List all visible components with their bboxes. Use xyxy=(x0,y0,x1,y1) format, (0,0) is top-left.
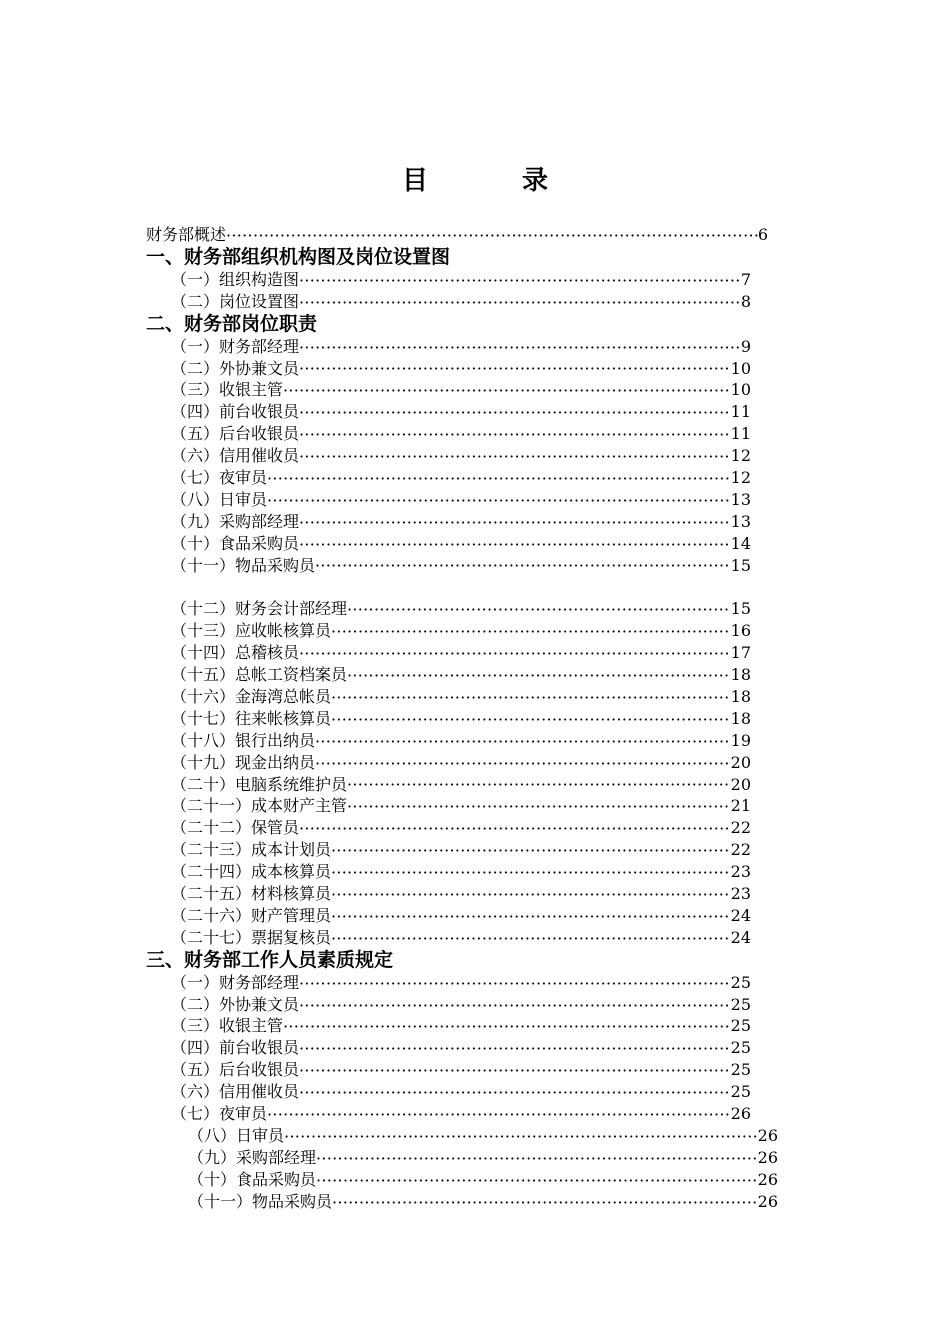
toc-entry-label: （一）财务部经理 xyxy=(171,336,300,356)
toc-entry[interactable] xyxy=(171,379,751,401)
toc-page-number: 20 xyxy=(730,752,751,772)
dot-leader xyxy=(284,1126,758,1147)
toc-page-number: 15 xyxy=(730,599,751,619)
toc-page-number: 25 xyxy=(730,1016,751,1036)
toc-entry[interactable] xyxy=(171,752,751,774)
toc-page-number: 16 xyxy=(730,621,751,641)
toc-entry-label: （九）采购部经理 xyxy=(188,1147,317,1167)
toc-page-number: 25 xyxy=(730,1082,751,1102)
dot-leader xyxy=(299,643,731,664)
dot-leader xyxy=(267,1104,731,1125)
dot-leader xyxy=(331,687,731,708)
toc-page-number: 17 xyxy=(730,643,751,663)
toc-entry-label: （二十四）成本核算员 xyxy=(171,862,332,882)
toc-entry-label: （一）组织构造图 xyxy=(171,269,300,289)
page-title: 目 录 xyxy=(401,166,582,196)
toc-page-number: 19 xyxy=(730,730,751,750)
toc-entry[interactable] xyxy=(171,336,751,358)
toc-page-number: 22 xyxy=(730,840,751,860)
toc-entry[interactable] xyxy=(171,291,751,313)
toc-page-number: 18 xyxy=(730,708,751,728)
toc-entry-label: （十一）物品采购员 xyxy=(188,1191,333,1211)
dot-leader xyxy=(299,292,741,313)
toc-entry-label: （三）收银主管 xyxy=(171,380,284,400)
dot-leader xyxy=(347,796,731,817)
toc-entry-label: （十八）银行出纳员 xyxy=(171,730,316,750)
toc-entry[interactable] xyxy=(171,686,751,708)
toc-page-number: 12 xyxy=(730,468,751,487)
toc-entry[interactable] xyxy=(171,664,751,686)
toc-heading-label: 三、财务部工作人员素质规定 xyxy=(146,948,394,971)
toc-entry[interactable] xyxy=(171,620,751,642)
toc-entry-label: （十五）总帐工资档案员 xyxy=(171,665,348,685)
toc-entry-label: （二）岗位设置图 xyxy=(171,291,300,311)
toc-entry[interactable] xyxy=(171,730,751,752)
toc-entry-label: （十）食品采购员 xyxy=(188,1169,317,1189)
dot-leader xyxy=(299,512,731,533)
toc-entry-label: （二十六）财产管理员 xyxy=(171,905,332,925)
toc-page-number: 10 xyxy=(730,358,751,378)
toc-page-number: 20 xyxy=(730,774,751,794)
toc-page-number: 9 xyxy=(740,336,751,356)
dot-leader xyxy=(283,380,731,401)
dot-leader xyxy=(299,424,731,445)
toc-section-heading[interactable] xyxy=(146,313,768,336)
dot-leader xyxy=(299,446,731,467)
toc-entry-label: （二十二）保管员 xyxy=(171,818,300,838)
dot-leader xyxy=(331,884,731,905)
toc-entry[interactable] xyxy=(171,774,751,796)
toc-entry-label: （二十三）成本计划员 xyxy=(171,840,332,860)
toc-page-number: 15 xyxy=(730,555,751,575)
dot-leader xyxy=(299,1082,731,1103)
toc-page-number: 26 xyxy=(757,1191,778,1211)
dot-leader xyxy=(299,973,731,994)
toc-entry[interactable] xyxy=(171,555,751,577)
toc-entry-label: （二）外协兼文员 xyxy=(171,994,300,1014)
toc-page-number: 26 xyxy=(757,1125,778,1145)
toc-entry[interactable] xyxy=(171,972,751,994)
toc-page-number: 26 xyxy=(757,1169,778,1189)
dot-leader xyxy=(299,270,741,291)
dot-leader xyxy=(331,906,731,927)
toc-entry-label: （五）后台收银员 xyxy=(171,424,300,444)
toc-heading-label: 一、财务部组织机构图及岗位设置图 xyxy=(146,245,451,268)
toc-entry[interactable] xyxy=(188,1191,778,1213)
toc-entry[interactable] xyxy=(171,1037,751,1059)
toc-entry-label: （八）日审员 xyxy=(171,489,268,509)
toc-page-number: 26 xyxy=(730,1104,751,1124)
toc-entry-label: （七）夜审员 xyxy=(171,468,268,487)
toc-entry-label: （五）后台收银员 xyxy=(171,1060,300,1080)
toc-page-number: 21 xyxy=(730,796,751,816)
toc-entry[interactable] xyxy=(171,1016,751,1038)
toc-page-number: 25 xyxy=(730,972,751,992)
toc-entry[interactable] xyxy=(171,1059,751,1081)
toc-entry-label: （二十）电脑系统维护员 xyxy=(171,774,348,794)
dot-leader xyxy=(316,1148,758,1169)
toc-entry-label: （六）信用催收员 xyxy=(171,446,300,466)
toc-page-number: 24 xyxy=(730,905,751,925)
toc-section-heading[interactable] xyxy=(146,949,768,972)
table-of-contents xyxy=(0,224,950,1213)
toc-entry-label: （十九）现金出纳员 xyxy=(171,752,316,772)
toc-entry[interactable] xyxy=(171,883,751,905)
toc-entry[interactable] xyxy=(171,795,751,817)
dot-leader xyxy=(299,358,731,379)
toc-entry-label: （十）食品采购员 xyxy=(171,533,300,553)
toc-entry-label: （二十七）票据复核员 xyxy=(171,927,332,947)
toc-entry-label: （八）日审员 xyxy=(188,1125,285,1145)
dot-leader xyxy=(331,862,731,883)
toc-entry-label: （六）信用催收员 xyxy=(171,1082,300,1102)
toc-page-number: 13 xyxy=(730,511,751,531)
toc-entry[interactable] xyxy=(188,1169,778,1191)
toc-page-number: 10 xyxy=(730,380,751,400)
dot-leader xyxy=(299,1038,731,1059)
toc-entry[interactable] xyxy=(171,423,751,445)
dot-leader xyxy=(267,490,731,511)
dot-leader xyxy=(299,534,731,555)
toc-page-number: 11 xyxy=(730,402,751,422)
toc-entry[interactable] xyxy=(171,269,751,291)
toc-entry[interactable] xyxy=(171,511,751,533)
dot-leader xyxy=(315,555,731,576)
toc-entry-label: （四）前台收银员 xyxy=(171,402,300,422)
toc-page-number: 6 xyxy=(757,224,768,244)
toc-entry[interactable] xyxy=(171,861,751,883)
toc-page-number: 18 xyxy=(730,665,751,685)
toc-entry-label: （四）前台收银员 xyxy=(171,1038,300,1058)
toc-page-number: 25 xyxy=(730,1060,751,1080)
dot-leader xyxy=(316,1170,758,1191)
dot-leader xyxy=(331,928,731,949)
dot-leader xyxy=(283,1016,731,1037)
toc-entry[interactable] xyxy=(171,1081,751,1103)
toc-entry-label: （九）采购部经理 xyxy=(171,511,300,531)
dot-leader xyxy=(331,709,731,730)
toc-entry[interactable] xyxy=(171,467,751,489)
dot-leader xyxy=(299,337,741,358)
dot-leader xyxy=(299,818,731,839)
toc-entry-label: （十七）往来帐核算员 xyxy=(171,708,332,728)
toc-section-heading[interactable] xyxy=(146,246,768,269)
toc-entry[interactable] xyxy=(171,598,751,620)
toc-page-number: 12 xyxy=(730,446,751,466)
toc-entry-label: （二）外协兼文员 xyxy=(171,358,300,378)
toc-entry-label: （二十五）材料核算员 xyxy=(171,884,332,904)
dot-leader xyxy=(315,753,731,774)
toc-entry-label: （七）夜审员 xyxy=(171,1104,268,1124)
toc-entry-label: （十三）应收帐核算员 xyxy=(171,621,332,641)
toc-entry[interactable] xyxy=(171,489,751,511)
toc-page-number: 25 xyxy=(730,1038,751,1058)
toc-entry[interactable] xyxy=(171,401,751,423)
toc-page-number: 13 xyxy=(730,489,751,509)
toc-entry[interactable] xyxy=(146,224,768,246)
dot-leader xyxy=(347,599,731,620)
toc-page-number: 7 xyxy=(740,269,751,289)
dot-leader xyxy=(331,840,731,861)
toc-entry-label: （十六）金海湾总帐员 xyxy=(171,687,332,707)
toc-entry-label: （一）财务部经理 xyxy=(171,972,300,992)
toc-entry[interactable] xyxy=(171,642,751,664)
dot-leader xyxy=(299,1060,731,1081)
toc-entry[interactable] xyxy=(188,1147,778,1169)
toc-page-number: 23 xyxy=(730,884,751,904)
toc-page-number: 22 xyxy=(730,818,751,838)
dot-leader xyxy=(267,468,731,489)
toc-entry[interactable] xyxy=(171,358,751,380)
toc-entry[interactable] xyxy=(171,817,751,839)
toc-entry[interactable] xyxy=(171,839,751,861)
toc-entry[interactable] xyxy=(171,445,751,467)
dot-leader xyxy=(226,225,758,246)
toc-entry[interactable] xyxy=(171,994,751,1016)
dot-leader xyxy=(331,621,731,642)
toc-entry-label: （十一）物品采购员 xyxy=(171,555,316,575)
toc-entry-label: 财务部概述 xyxy=(146,224,227,244)
toc-page-number: 8 xyxy=(740,291,751,311)
toc-page-number: 18 xyxy=(730,687,751,707)
dot-leader xyxy=(347,774,731,795)
toc-entry-label: （十二）财务会计部经理 xyxy=(171,599,348,619)
toc-entry-label: （三）收银主管 xyxy=(171,1016,284,1036)
toc-page-number: 26 xyxy=(757,1147,778,1167)
toc-page-number: 14 xyxy=(730,533,751,553)
toc-entry-label: （十四）总稽核员 xyxy=(171,643,300,663)
dot-leader xyxy=(299,995,731,1016)
toc-page-number: 23 xyxy=(730,862,751,882)
dot-leader xyxy=(347,665,731,686)
toc-entry[interactable] xyxy=(171,1103,751,1125)
toc-entry[interactable] xyxy=(171,533,751,555)
toc-entry[interactable] xyxy=(171,708,751,730)
toc-heading-label: 二、财务部岗位职责 xyxy=(146,312,318,335)
toc-entry[interactable] xyxy=(171,905,751,927)
toc-entry-label: （二十一）成本财产主管 xyxy=(171,796,348,816)
toc-page-number: 25 xyxy=(730,994,751,1014)
toc-page-number: 24 xyxy=(730,927,751,947)
toc-entry[interactable] xyxy=(171,927,751,949)
dot-leader xyxy=(332,1192,758,1213)
toc-entry[interactable] xyxy=(188,1125,778,1147)
toc-page-number: 11 xyxy=(730,424,751,444)
dot-leader xyxy=(315,731,731,752)
dot-leader xyxy=(299,402,731,423)
